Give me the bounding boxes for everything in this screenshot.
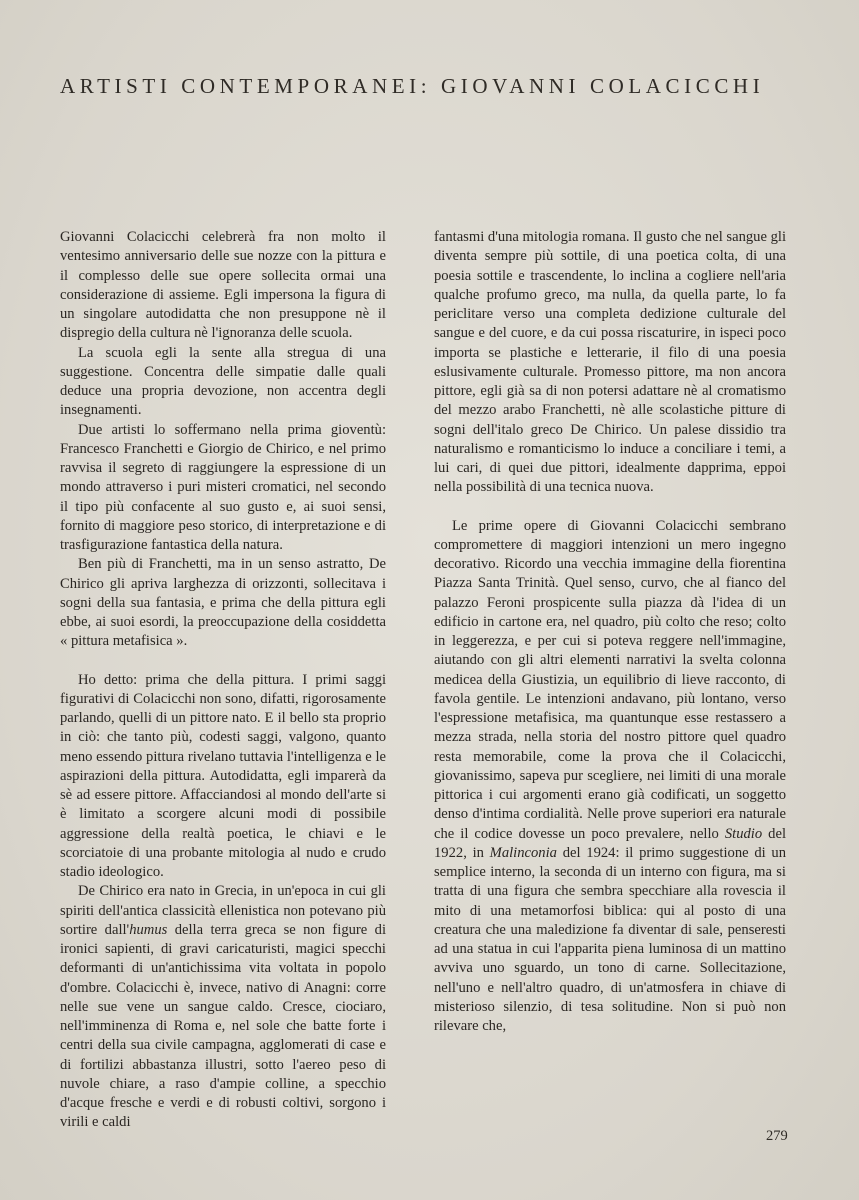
paragraph: Ben più di Franchetti, ma in un senso astratto, De Chirico gli apriva larghezza di orizzonti, sollecitava i sogni della sua fantasia, e prima che della pittura egli ebbe, ai suoi esordi, la preoccupazione della cosiddetta « pittura metafisica ». — [60, 556, 386, 650]
text-run: del 1922, in — [434, 825, 787, 861]
paragraph: Due artisti lo soffermano nella prima gioventù: Francesco Franchetti e Giorgio de Chirico, e nel primo ravvisa il segreto di raggiungere la espressione di un mondo attraverso i puri misteri cromatici, nel secondo il tipo più confacente al suo gusto e, ai suoi sensi, fornito di maggiore peso storico, di interpretazione e di trasfigurazione fantastica della natura. — [60, 421, 386, 553]
paragraph: fantasmi d'una mitologia romana. Il gusto che nel sangue gli diventa sempre più sottile, di una poetica colta, di una poesia sottile e trascendente, lo inclina a cogliere nell'aria qualche profumo greco, ma nulla, da quella parte, lo fa periclitare verso una completa dedizione culturale del sangue e del cuore, e da cui possa riscaturire, in ispeci poco importa se plastiche e letterarie, il filo di una poesia eslusivamente culturale. Promesso pittore, ma non ancora pittore, egli già sa di non potersi adattare nè al cromatismo del mezzo arabo Franchetti, nè alle scolastiche pitture di sogni dell'italo greco De Chirico. Un palese dissidio tra naturalismo e romanticismo lo induce a conciliare i temi, a lui cari, di quei due pittori, idealmente dapprima, eppoi nella possibilità di una tecnica nuova. — [434, 229, 786, 496]
text-run: del 1924: il primo suggestione di un semplice interno, la seconda di un interno con figura, ma si tratta di una figura che sembra specchiare alla rovescia il mito di una metamorfosi biblica: qui al posto di una creatura che una maledizione fa diventar di sale, penseresti ad una statua in cui l'apparita piena luminosa di un mattino avviva uno sguardo, un tono di carne. Sollecitazione, nell'uno e nell'altro quadro, di un'atmosfera in chiave di misterioso silenzio, di tesa solitudine. Non si può non rilevare che, — [434, 844, 787, 1034]
paragraph: Ho detto: prima che della pittura. I primi saggi figurativi di Colacicchi non sono, difatti, rigorosamente parlando, quelli di un pittore nato. E il bello sta proprio in ciò: che tanto più, codesti saggi, valgono, quanto meno essendo pittura rivelano tuttavia l'intelligenza e le aspirazioni della pittura. Autodidatta, egli imparerà da sè ad essere pittore. Affacciandosi al mondo dell'arte si è limitato a scorgere alcuni modi di possibile aggressione della realtà poetica, le chiavi e le scorciatoie di una probante mitologia al nudo e crudo stadio ideologico. — [60, 671, 386, 880]
italic-title: Malinconia — [489, 844, 557, 861]
text-run: De Chirico era nato in Grecia, in un'epoca in cui gli spiriti dell'antica classicità ellenistica non potevano più sortire dall' — [60, 883, 386, 938]
paragraph: La scuola egli la sente alla stregua di una suggestione. Concentra delle simpatie dalle quali deduce una propria devozione, non accentra degli insegnamenti. — [60, 344, 386, 419]
text-run: Le prime opere di Giovanni Colacicchi sembrano compromettere di maggiori intenzioni un mero ingegno decorativo. Ricordo una vecchia immagine della fiorentina Piazza Santa Trinità. Quel senso, curvo, che al fianco del palazzo Feroni prospicente sulla piazza dà l'idea di un edificio in cartone era, nel quadro, più colto che reso; colto in leggerezza, e per cui si poteva reggere nell'immagine, aiutando con gli altri elementi narrativi la svelta colonna medicea della Giustizia, un equilibrio di lieve racconto, di favola gentile. Le intenzioni andavano, più lontano, verso l'espressione metafisica, ma quantunque esse restassero a mezza strada, nella storia del nostro pittore quel quadro resta memorabile, come la prova che il Colacicchi, giovanissimo, sapeva pur scegliere, nei limiti di una morale pittorica i cui argomenti erano già codificati, un soggetto denso d'intima cordialità. Nelle prove superiori era naturale che il codice dovesse un poco prevalere, nello — [434, 517, 786, 842]
right-column — [434, 228, 786, 1036]
paragraph-gap — [60, 652, 386, 671]
paragraph: Giovanni Colacicchi celebrerà fra non molto il ventesimo anniversario delle sue nozze con la pittura e il complesso delle sue opere sollecita ormai una considerazione di assieme. Egli impersona la figura di un singolare autodidatta che non presuppone nè il dispregio della cultura nè l'ignoranza delle scuola. — [60, 229, 386, 342]
paragraph-gap — [434, 498, 786, 517]
italic-title: Studio — [724, 825, 763, 842]
italic-term: humus — [129, 921, 168, 938]
text-run: della terra greca se non figure di ironici sapienti, di gravi caricaturisti, magici specchi deformanti di un'antichissima vita voltata in popolo d'ombre. Colacicchi è, invece, nativo di Anagni: corre nelle sue vene un sangue caldo. Cresce, ciociaro, nell'imminenza di Roma e, nel sole che batte forte i centri della sua civile campagna, agglomerati di case e di fortilizi abbastanza illustri, sotto l'aereo peso di nuvole chiare, a raso d'ampie colline, a specchio d'acque fresche e verdi e di robusti coltivi, sorgono i virili e caldi — [60, 921, 386, 1131]
left-column — [60, 228, 386, 1133]
paragraph — [434, 517, 786, 1037]
paragraph — [60, 882, 386, 1132]
page-number: 279 — [766, 1128, 788, 1144]
running-title: ARTISTI CONTEMPORANEI: GIOVANNI COLACICCHI — [60, 74, 765, 98]
